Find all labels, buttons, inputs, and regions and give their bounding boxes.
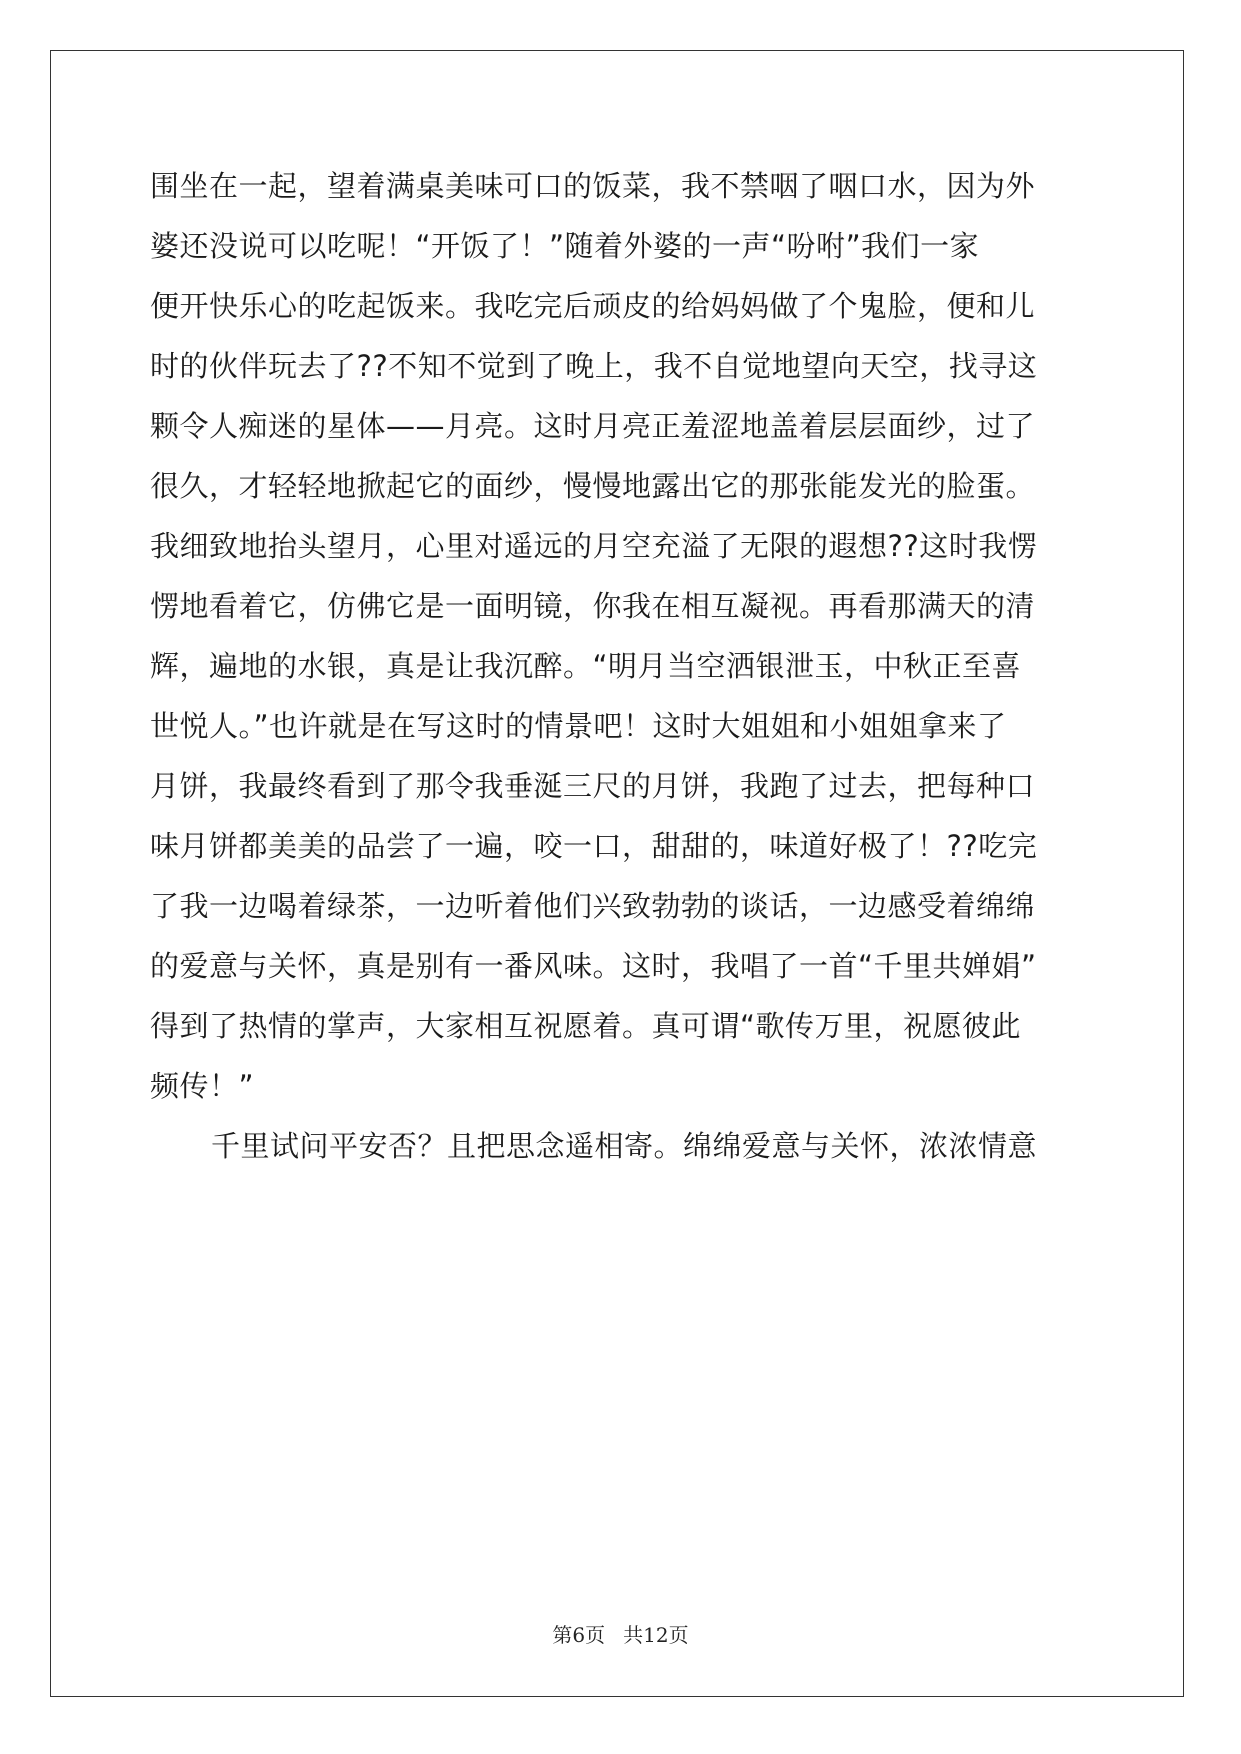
text-line: 世悦人。”也许就是在写这时的情景吧！这时大姐姐和小姐姐拿来了 [150, 709, 1007, 743]
text-line: 愣地看着它，仿佛它是一面明镜，你我在相互凝视。再看那满天的清 [150, 589, 1036, 623]
text-line: 婆还没说可以吃呢！“开饭了！”随着外婆的一声“吩咐”我们一家 [150, 229, 980, 263]
text-line: 味月饼都美美的品尝了一遍，咬一口，甜甜的，味道好极了！??吃完 [150, 829, 1038, 863]
page-number: 第6页 [552, 1623, 606, 1647]
text-line: 便开快乐心的吃起饭来。我吃完后顽皮的给妈妈做了个鬼脸，便和儿 [150, 289, 1036, 323]
text-line: 颗令人痴迷的星体——月亮。这时月亮正羞涩地盖着层层面纱，过了 [150, 409, 1036, 443]
text-line: 频传！” [150, 1069, 255, 1103]
text-line: 辉，遍地的水银，真是让我沉醉。“明月当空洒银泄玉，中秋正至喜 [150, 649, 1022, 683]
text-line: 了我一边喝着绿茶，一边听着他们兴致勃勃的谈话，一边感受着绵绵 [150, 889, 1036, 923]
text-line: 得到了热情的掌声，大家相互祝愿着。真可谓“歌传万里，祝愿彼此 [150, 1009, 1022, 1043]
text-line: 很久，才轻轻地掀起它的面纱，慢慢地露出它的那张能发光的脸蛋。 [150, 469, 1036, 503]
text-line: 围坐在一起，望着满桌美味可口的饭菜，我不禁咽了咽口水，因为外 [150, 169, 1036, 203]
text-line: 时的伙伴玩去了??不知不觉到了晚上，我不自觉地望向天空，找寻这 [150, 349, 1038, 383]
text-line: 月饼，我最终看到了那令我垂涎三尺的月饼，我跑了过去，把每种口 [150, 769, 1036, 803]
text-line: 我细致地抬头望月，心里对遥远的月空充溢了无限的遐想??这时我愣 [150, 529, 1038, 563]
text-line: 的爱意与关怀，真是别有一番风味。这时，我唱了一首“千里共婵娟” [150, 949, 1037, 983]
page-footer [0, 1619, 1241, 1648]
document-body [150, 156, 1090, 1176]
paragraph-start-line: 千里试问平安否？且把思念遥相寄。绵绵爱意与关怀，浓浓情意 [211, 1129, 1038, 1163]
page-total: 共12页 [623, 1623, 689, 1647]
